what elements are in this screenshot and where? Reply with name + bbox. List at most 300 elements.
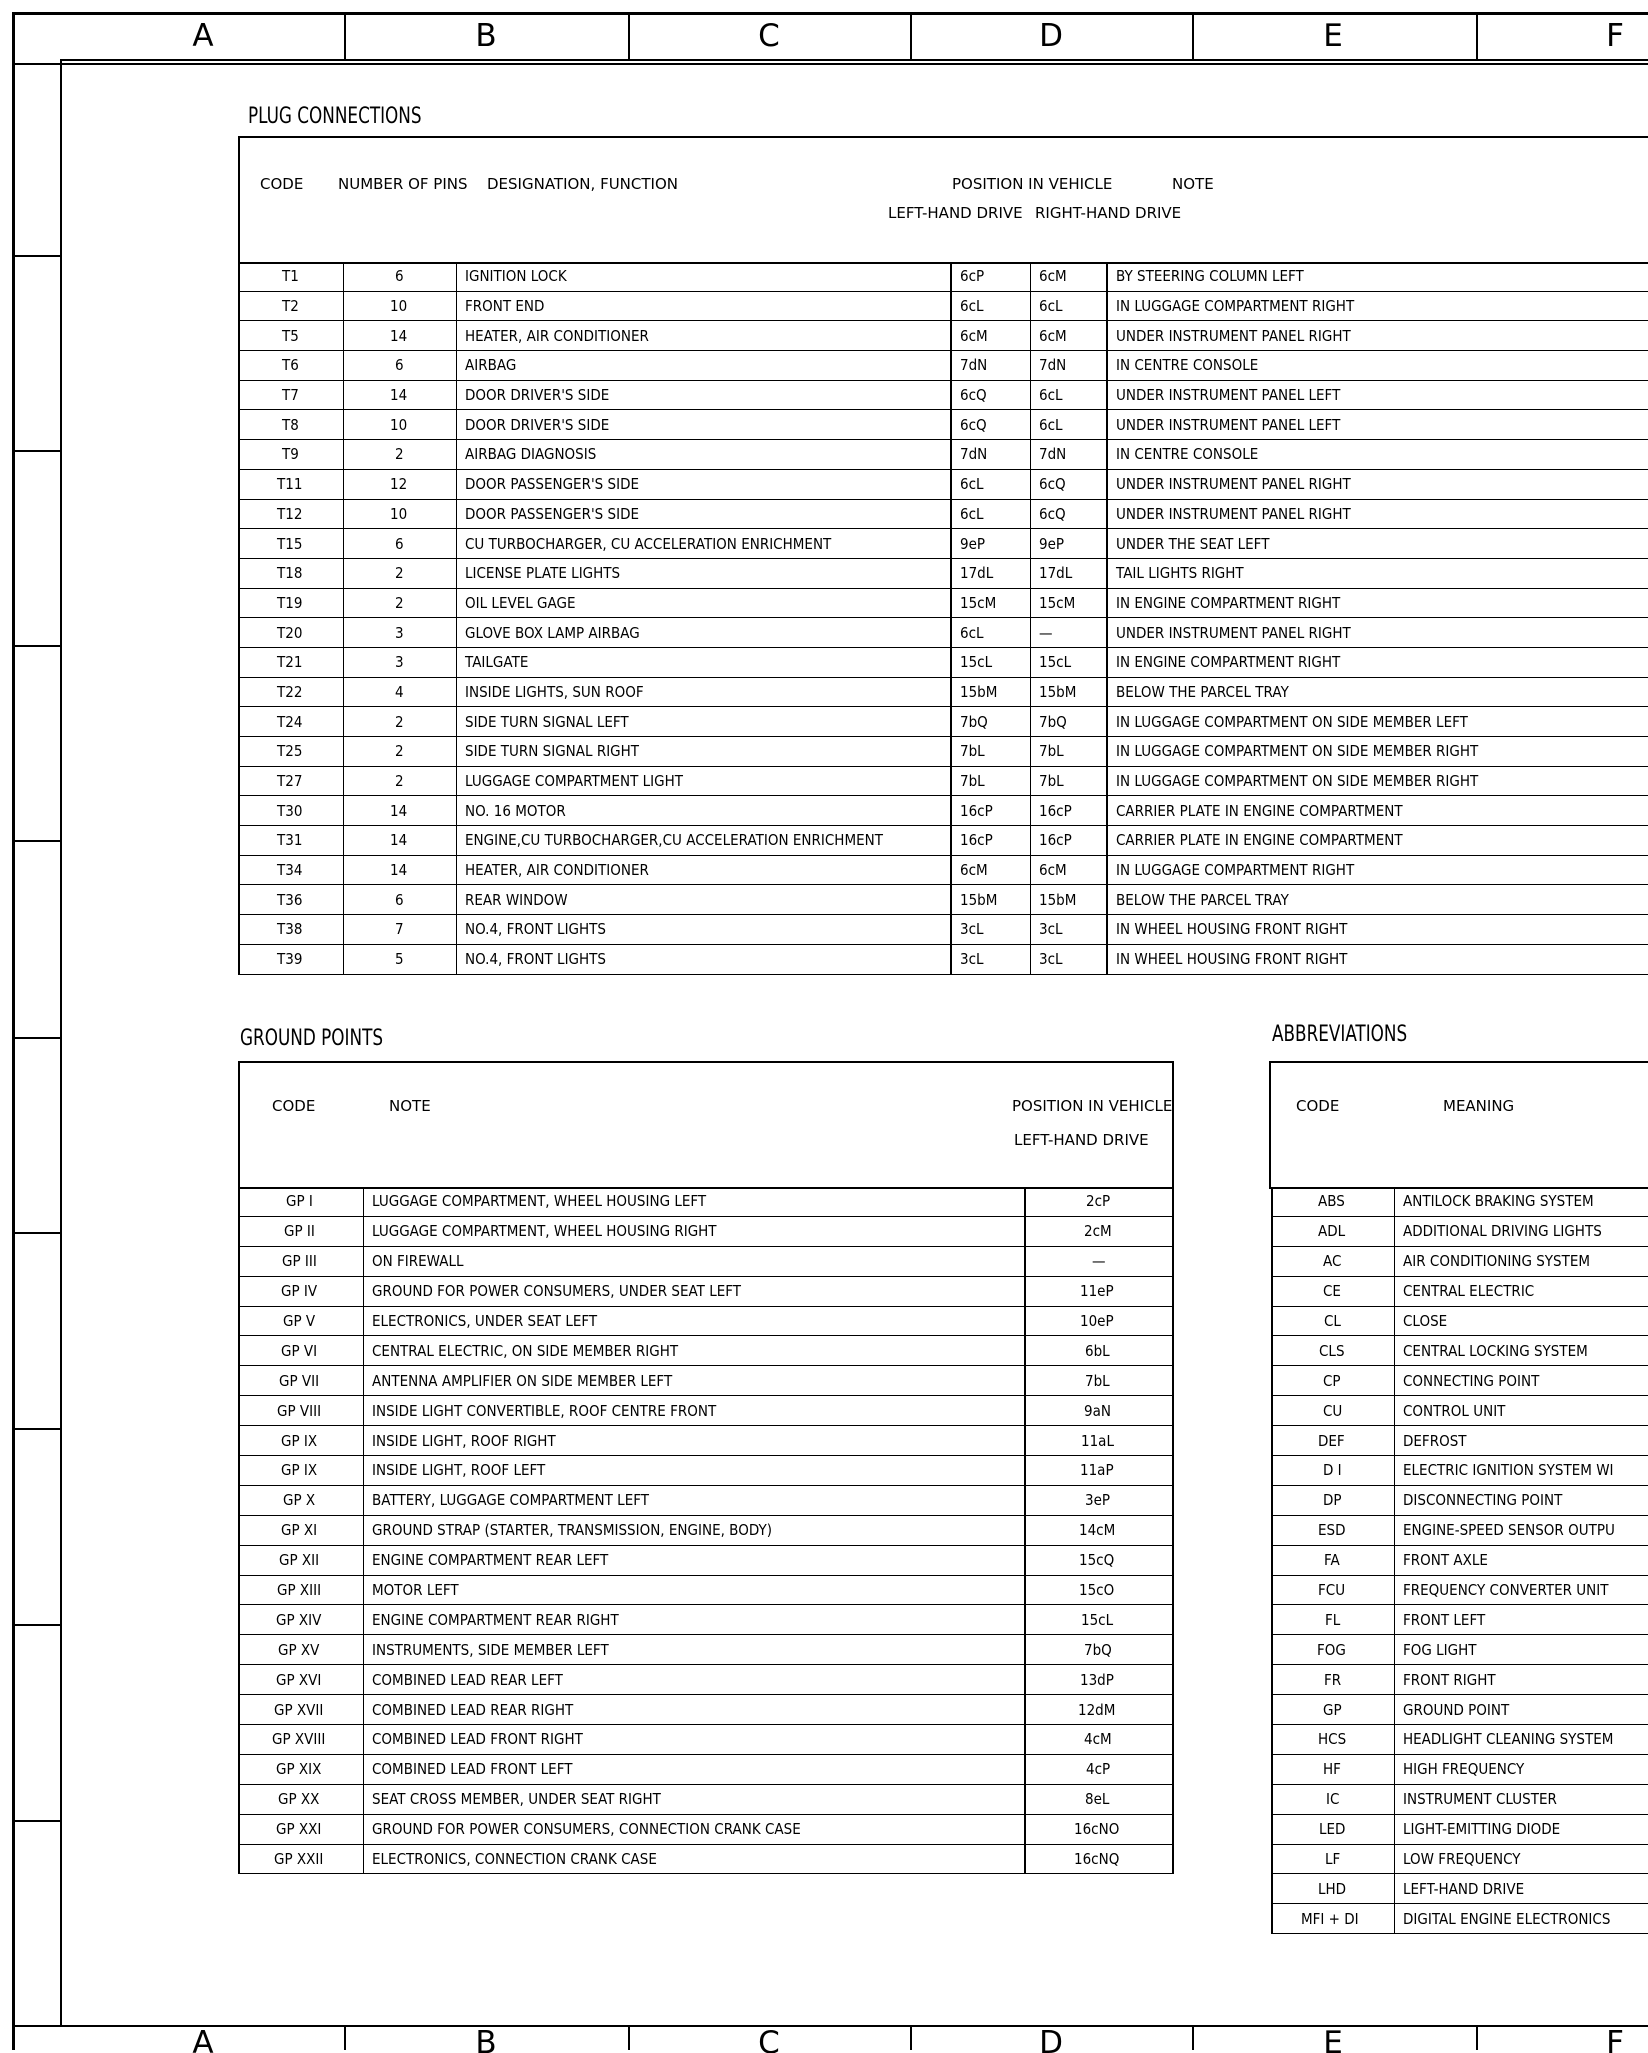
table-row <box>239 1695 1173 1725</box>
plug-lhd-cell-text: 6cL <box>960 475 984 494</box>
plug-note-cell <box>1107 826 1648 856</box>
plug-designation-cell-text: NO.4, FRONT LIGHTS <box>464 920 606 939</box>
ground-note-cell-text: COMBINED LEAD FRONT LEFT <box>371 1760 572 1779</box>
ground-code-cell-text: GP X <box>283 1491 316 1510</box>
plug-lhd-cell-text: 6cL <box>960 623 984 642</box>
ground-lhd-cell-text: 11aL <box>1080 1431 1114 1450</box>
plug-note-cell <box>1107 380 1648 410</box>
plug-designation-cell-text: INSIDE LIGHTS, SUN ROOF <box>464 682 644 701</box>
table-row <box>239 1784 1173 1814</box>
plug-pins-cell-text: 14 <box>389 386 408 405</box>
plug-code-cell <box>239 796 343 826</box>
ground-lhd-cell-text: 16cNO <box>1073 1820 1120 1839</box>
abbr-meaning-cell <box>1394 1784 1648 1814</box>
table-row <box>239 380 1648 410</box>
plug-rhd-cell-text: 7dN <box>1038 445 1066 464</box>
plug-designation-cell-text: HEATER, AIR CONDITIONER <box>464 861 649 880</box>
ground-code-cell-text: GP XVIII <box>271 1730 325 1749</box>
plug-lhd-cell <box>951 499 1030 529</box>
plug-lhd-cell-text: 9eP <box>960 534 986 553</box>
abbreviations-table <box>1271 1187 1648 1934</box>
table-row <box>239 1276 1173 1306</box>
table-row <box>1272 1515 1648 1545</box>
plug-code-cell <box>239 321 343 351</box>
plug-code-cell <box>239 677 343 707</box>
plug-code-cell <box>239 647 343 677</box>
plug-designation-cell <box>456 707 951 737</box>
plug-rhd-cell <box>1030 380 1107 410</box>
column-footer-band <box>14 2025 1648 2052</box>
ground-note-cell-text: ENGINE COMPARTMENT REAR LEFT <box>371 1551 608 1570</box>
row-tick <box>14 450 60 452</box>
plug-pins-cell <box>343 499 456 529</box>
plug-note-cell <box>1107 440 1648 470</box>
table-row <box>239 262 1648 291</box>
plug-rhd-cell-text: 6cM <box>1038 861 1067 880</box>
abbr-meaning-cell-text: FRONT AXLE <box>1402 1551 1488 1570</box>
abbr-code-cell-text: CU <box>1322 1401 1342 1420</box>
abbr-code-cell <box>1272 1426 1394 1456</box>
table-row <box>239 1485 1173 1515</box>
ground-points-table <box>238 1187 1174 1874</box>
row-tick <box>14 1624 60 1626</box>
ground-lhd-cell-text: 7bQ <box>1083 1640 1112 1659</box>
plug-rhd-cell <box>1030 529 1107 559</box>
plug-note-cell-text: IN ENGINE COMPARTMENT RIGHT <box>1116 593 1341 612</box>
ground-lhd-cell <box>1025 1605 1173 1635</box>
plug-pins-cell-text: 3 <box>394 653 404 672</box>
abbr-code-cell <box>1272 1575 1394 1605</box>
plug-designation-cell <box>456 826 951 856</box>
plug-designation-cell-text: AIRBAG <box>464 356 516 375</box>
abbr-meaning-cell-text: CLOSE <box>1402 1312 1447 1330</box>
plug-pins-cell <box>343 440 456 470</box>
abbr-meaning-cell-text: FRONT RIGHT <box>1402 1670 1496 1689</box>
abbr-meaning-cell <box>1394 1635 1648 1665</box>
ground-note-cell-text: GROUND FOR POWER CONSUMERS, UNDER SEAT LEFT <box>371 1282 741 1301</box>
table-row <box>239 796 1648 826</box>
abbr-code-cell <box>1272 1336 1394 1366</box>
plug-code-cell-text: T38 <box>277 920 303 939</box>
abbr-meaning-cell <box>1394 1336 1648 1366</box>
plug-note-cell <box>1107 262 1648 291</box>
table-row <box>1272 1246 1648 1276</box>
table-row <box>239 707 1648 737</box>
ground-code-cell <box>239 1276 363 1306</box>
plug-code-cell <box>239 707 343 737</box>
plug-lhd-cell-text: 6cM <box>960 326 988 345</box>
ground-lhd-cell-text: — <box>1091 1252 1105 1271</box>
abbr-code-cell-text: FL <box>1324 1610 1341 1629</box>
ground-note-cell <box>363 1426 1025 1456</box>
ground-lhd-cell-text: 14cM <box>1078 1521 1116 1540</box>
ground-note-cell-text: INSIDE LIGHT, ROOF LEFT <box>371 1461 545 1480</box>
plug-pins-cell-text: 6 <box>394 534 404 553</box>
ground-note-cell <box>363 1366 1025 1396</box>
ground-lhd-cell-text: 9aN <box>1084 1401 1111 1420</box>
plug-code-cell <box>239 262 343 291</box>
plug-header-designation: DESIGNATION, FUNCTION <box>487 175 678 193</box>
plug-lhd-cell <box>951 737 1030 767</box>
ground-note-cell <box>363 1485 1025 1515</box>
plug-code-cell <box>239 855 343 885</box>
abbr-meaning-cell-text: FREQUENCY CONVERTER UNIT <box>1402 1581 1609 1600</box>
plug-lhd-cell-text: 7dN <box>960 445 988 464</box>
plug-note-cell <box>1107 351 1648 381</box>
abbr-code-cell <box>1272 1545 1394 1575</box>
plug-pins-cell <box>343 410 456 440</box>
plug-designation-cell <box>456 677 951 707</box>
abbr-code-cell-text: FCU <box>1318 1581 1346 1600</box>
plug-designation-cell-text: AIRBAG DIAGNOSIS <box>464 445 596 464</box>
abbr-code-cell <box>1272 1276 1394 1306</box>
plug-note-cell-text: IN CENTRE CONSOLE <box>1116 445 1259 464</box>
abbr-code-cell-text: MFI + DI <box>1301 1909 1359 1928</box>
table-row <box>239 677 1648 707</box>
abbr-code-cell <box>1272 1396 1394 1426</box>
ground-code-cell-text: GP I <box>286 1192 314 1211</box>
plug-note-cell <box>1107 469 1648 499</box>
column-label-a: A <box>192 18 214 54</box>
ground-note-cell-text: ANTENNA AMPLIFIER ON SIDE MEMBER LEFT <box>371 1371 672 1390</box>
plug-code-cell-text: T6 <box>281 356 299 375</box>
ground-note-cell <box>363 1545 1025 1575</box>
ground-header-position: POSITION IN VEHICLE <box>1012 1097 1173 1115</box>
plug-pins-cell-text: 10 <box>389 297 408 316</box>
table-row <box>239 1665 1173 1695</box>
abbr-meaning-cell-text: ADDITIONAL DRIVING LIGHTS <box>1402 1222 1602 1241</box>
column-label-e: E <box>1323 18 1343 54</box>
abbr-meaning-cell-text: DISCONNECTING POINT <box>1402 1491 1562 1510</box>
plug-note-cell-text: BELOW THE PARCEL TRAY <box>1116 890 1289 909</box>
plug-pins-cell-text: 6 <box>394 267 404 286</box>
column-label-c-bottom: C <box>758 2028 780 2053</box>
abbr-meaning-cell <box>1394 1754 1648 1784</box>
plug-designation-cell-text: LICENSE PLATE LIGHTS <box>464 564 620 583</box>
abbr-meaning-cell <box>1394 1276 1648 1306</box>
ground-code-cell-text: GP XVI <box>276 1670 322 1689</box>
ground-code-cell-text: GP XII <box>278 1551 320 1570</box>
plug-rhd-cell <box>1030 944 1107 974</box>
column-separator <box>344 2025 346 2050</box>
row-tick <box>14 1232 60 1234</box>
plug-lhd-cell <box>951 262 1030 291</box>
table-row <box>1272 1545 1648 1575</box>
plug-designation-cell <box>456 796 951 826</box>
plug-rhd-cell-text: 15bM <box>1038 890 1076 909</box>
abbr-meaning-cell <box>1394 1814 1648 1844</box>
abbr-code-cell-text: CP <box>1323 1371 1342 1390</box>
plug-rhd-cell-text: 7bL <box>1038 742 1064 761</box>
plug-header-box <box>238 136 1648 264</box>
ground-lhd-cell <box>1025 1366 1173 1396</box>
plug-designation-cell <box>456 766 951 796</box>
ground-code-cell-text: GP IX <box>281 1431 318 1450</box>
ground-code-cell-text: GP IX <box>281 1461 318 1480</box>
plug-code-cell-text: T24 <box>277 712 303 731</box>
ground-note-cell-text: COMBINED LEAD REAR LEFT <box>371 1670 563 1689</box>
plug-lhd-cell-text: 6cQ <box>960 386 987 405</box>
plug-note-cell-text: IN LUGGAGE COMPARTMENT RIGHT <box>1116 861 1355 880</box>
plug-lhd-cell <box>951 677 1030 707</box>
ground-lhd-cell-text: 12dM <box>1078 1700 1116 1719</box>
ground-lhd-cell-text: 16cNQ <box>1073 1850 1120 1869</box>
column-separator <box>628 2025 630 2050</box>
plug-designation-cell <box>456 440 951 470</box>
ground-lhd-cell <box>1025 1725 1173 1755</box>
ground-lhd-cell-text: 4cP <box>1085 1760 1110 1779</box>
ground-code-cell <box>239 1725 363 1755</box>
column-separator <box>1192 2025 1194 2050</box>
plug-pins-cell <box>343 469 456 499</box>
table-row <box>239 1754 1173 1784</box>
ground-lhd-cell <box>1025 1396 1173 1426</box>
abbr-meaning-cell-text: GROUND POINT <box>1402 1700 1509 1719</box>
column-separator <box>1192 12 1194 60</box>
abbr-code-cell <box>1272 1784 1394 1814</box>
ground-code-cell <box>239 1336 363 1366</box>
plug-designation-cell-text: FRONT END <box>464 297 544 316</box>
plug-designation-cell-text: OIL LEVEL GAGE <box>464 593 576 612</box>
ground-note-cell <box>363 1456 1025 1486</box>
ground-note-cell <box>363 1844 1025 1874</box>
plug-code-cell-text: T2 <box>281 297 299 316</box>
ground-lhd-cell <box>1025 1426 1173 1456</box>
plug-header-pins: NUMBER OF PINS <box>338 175 468 193</box>
plug-rhd-cell <box>1030 647 1107 677</box>
ground-note-cell-text: GROUND STRAP (STARTER, TRANSMISSION, ENGINE, BODY) <box>371 1521 772 1540</box>
plug-designation-cell <box>456 321 951 351</box>
ground-lhd-cell-text: 4cM <box>1083 1730 1112 1749</box>
ground-note-cell-text: BATTERY, LUGGAGE COMPARTMENT LEFT <box>371 1491 649 1510</box>
plug-designation-cell <box>456 529 951 559</box>
abbr-code-cell <box>1272 1216 1394 1246</box>
inner-top-border <box>60 59 1648 61</box>
ground-lhd-cell <box>1025 1575 1173 1605</box>
abbr-code-cell <box>1272 1635 1394 1665</box>
abbr-meaning-cell <box>1394 1396 1648 1426</box>
row-tick <box>14 1428 60 1430</box>
table-row <box>239 291 1648 321</box>
plug-designation-cell <box>456 618 951 648</box>
column-label-f: F <box>1606 18 1624 54</box>
ground-note-cell <box>363 1814 1025 1844</box>
table-row <box>1272 1485 1648 1515</box>
plug-rhd-cell <box>1030 351 1107 381</box>
plug-code-cell-text: T36 <box>277 890 303 909</box>
ground-note-cell-text: CENTRAL ELECTRIC, ON SIDE MEMBER RIGHT <box>371 1341 678 1360</box>
plug-note-cell-text: UNDER INSTRUMENT PANEL LEFT <box>1116 386 1341 405</box>
plug-designation-cell-text: REAR WINDOW <box>464 890 568 909</box>
plug-pins-cell-text: 14 <box>389 801 408 820</box>
plug-note-cell-text: IN LUGGAGE COMPARTMENT ON SIDE MEMBER RIGHT <box>1116 772 1479 791</box>
plug-pins-cell <box>343 677 456 707</box>
plug-lhd-cell <box>951 588 1030 618</box>
plug-note-cell <box>1107 499 1648 529</box>
ground-lhd-cell <box>1025 1665 1173 1695</box>
table-row <box>239 1336 1173 1366</box>
table-row <box>1272 1396 1648 1426</box>
ground-lhd-cell <box>1025 1754 1173 1784</box>
plug-note-cell <box>1107 915 1648 945</box>
plug-rhd-cell-text: 9eP <box>1038 534 1064 553</box>
plug-designation-cell-text: TAILGATE <box>464 653 528 672</box>
plug-designation-cell-text: ENGINE,CU TURBOCHARGER,CU ACCELERATION ENRICHMENT <box>464 831 883 850</box>
abbr-code-cell <box>1272 1665 1394 1695</box>
table-row <box>1272 1336 1648 1366</box>
abbr-code-cell <box>1272 1814 1394 1844</box>
plug-rhd-cell <box>1030 291 1107 321</box>
abbr-code-cell <box>1272 1515 1394 1545</box>
plug-code-cell <box>239 826 343 856</box>
ground-code-cell-text: GP XXII <box>273 1850 324 1869</box>
table-row <box>1272 1665 1648 1695</box>
plug-note-cell-text: UNDER INSTRUMENT PANEL RIGHT <box>1116 623 1351 642</box>
plug-code-cell-text: T27 <box>277 772 303 791</box>
plug-code-cell-text: T21 <box>277 653 303 672</box>
ground-code-cell <box>239 1695 363 1725</box>
ground-lhd-cell-text: 15cL <box>1081 1610 1114 1629</box>
column-label-d-bottom: D <box>1039 2028 1063 2053</box>
ground-lhd-cell <box>1025 1246 1173 1276</box>
abbr-meaning-cell <box>1394 1456 1648 1486</box>
plug-code-cell <box>239 469 343 499</box>
plug-lhd-cell <box>951 529 1030 559</box>
plug-pins-cell <box>343 262 456 291</box>
ground-code-cell <box>239 1187 363 1216</box>
abbr-meaning-cell-text: CENTRAL LOCKING SYSTEM <box>1402 1341 1588 1360</box>
plug-rhd-cell-text: 3cL <box>1038 920 1063 939</box>
table-row <box>239 1545 1173 1575</box>
row-tick <box>14 840 60 842</box>
ground-lhd-cell-text: 15cQ <box>1079 1551 1115 1570</box>
plug-lhd-cell <box>951 647 1030 677</box>
plug-note-cell-text: CARRIER PLATE IN ENGINE COMPARTMENT <box>1116 831 1403 850</box>
plug-pins-cell <box>343 321 456 351</box>
abbr-code-cell-text: AC <box>1323 1252 1342 1271</box>
plug-designation-cell <box>456 351 951 381</box>
abbr-code-cell-text: HF <box>1323 1760 1342 1779</box>
row-tick <box>14 1037 60 1039</box>
table-row <box>1272 1575 1648 1605</box>
plug-pins-cell-text: 10 <box>389 415 408 434</box>
table-row <box>239 915 1648 945</box>
abbr-meaning-cell-text: LOW FREQUENCY <box>1402 1850 1521 1869</box>
table-row <box>239 351 1648 381</box>
ground-code-cell <box>239 1635 363 1665</box>
plug-pins-cell <box>343 707 456 737</box>
table-row <box>239 558 1648 588</box>
plug-note-cell <box>1107 291 1648 321</box>
abbr-header-code: CODE <box>1296 1097 1340 1115</box>
abbr-meaning-cell <box>1394 1695 1648 1725</box>
plug-pins-cell-text: 2 <box>394 445 404 464</box>
ground-note-cell-text: GROUND FOR POWER CONSUMERS, CONNECTION CRANK CASE <box>371 1820 801 1839</box>
abbr-meaning-cell-text: HEADLIGHT CLEANING SYSTEM <box>1402 1730 1613 1749</box>
ground-note-cell <box>363 1216 1025 1246</box>
plug-note-cell-text: UNDER INSTRUMENT PANEL LEFT <box>1116 415 1341 434</box>
plug-pins-cell-text: 4 <box>394 682 404 701</box>
abbr-meaning-cell-text: HIGH FREQUENCY <box>1402 1760 1524 1779</box>
plug-designation-cell-text: DOOR DRIVER'S SIDE <box>464 386 609 405</box>
plug-code-cell <box>239 915 343 945</box>
ground-note-cell <box>363 1396 1025 1426</box>
plug-rhd-cell-text: 16cP <box>1038 801 1072 820</box>
plug-rhd-cell-text: 15bM <box>1038 682 1076 701</box>
abbr-meaning-cell <box>1394 1725 1648 1755</box>
ground-note-cell-text: LUGGAGE COMPARTMENT, WHEEL HOUSING LEFT <box>371 1192 706 1211</box>
column-label-e-bottom: E <box>1323 2028 1343 2053</box>
plug-code-cell <box>239 291 343 321</box>
table-row <box>239 1246 1173 1276</box>
plug-note-cell <box>1107 766 1648 796</box>
plug-lhd-cell-text: 16cP <box>960 801 993 820</box>
ground-lhd-cell-text: 7bL <box>1085 1371 1110 1390</box>
ground-note-cell-text: SEAT CROSS MEMBER, UNDER SEAT RIGHT <box>371 1790 661 1809</box>
plug-designation-cell-text: IGNITION LOCK <box>464 267 567 286</box>
plug-rhd-cell <box>1030 588 1107 618</box>
ground-lhd-cell-text: 6bL <box>1085 1341 1110 1360</box>
abbr-code-cell <box>1272 1844 1394 1874</box>
table-row <box>1272 1725 1648 1755</box>
abbr-code-cell <box>1272 1187 1394 1216</box>
table-row <box>1272 1784 1648 1814</box>
ground-code-cell-text: GP VII <box>278 1371 320 1390</box>
column-label-f-bottom: F <box>1606 2028 1624 2053</box>
abbr-meaning-cell <box>1394 1844 1648 1874</box>
plug-note-cell <box>1107 558 1648 588</box>
plug-lhd-cell-text: 17dL <box>960 564 994 583</box>
abbr-code-cell-text: D I <box>1322 1461 1342 1480</box>
column-header-band <box>14 12 1648 65</box>
plug-lhd-cell-text: 7dN <box>960 356 988 375</box>
abbr-meaning-cell <box>1394 1366 1648 1396</box>
plug-designation-cell-text: DOOR DRIVER'S SIDE <box>464 415 609 434</box>
plug-code-cell <box>239 351 343 381</box>
plug-code-cell <box>239 440 343 470</box>
ground-lhd-cell-text: 10eP <box>1080 1312 1114 1330</box>
table-row <box>239 1515 1173 1545</box>
plug-code-cell-text: T9 <box>281 445 299 464</box>
plug-lhd-cell <box>951 944 1030 974</box>
ground-code-cell-text: GP XX <box>278 1790 320 1809</box>
plug-note-cell-text: TAIL LIGHTS RIGHT <box>1116 564 1244 583</box>
plug-designation-cell <box>456 588 951 618</box>
plug-rhd-cell-text: — <box>1038 623 1052 642</box>
abbr-code-cell-text: LF <box>1324 1850 1341 1869</box>
plug-code-cell <box>239 558 343 588</box>
row-tick <box>14 645 60 647</box>
ground-header-lhd: LEFT-HAND DRIVE <box>1014 1131 1149 1149</box>
plug-lhd-cell <box>951 321 1030 351</box>
plug-rhd-cell <box>1030 558 1107 588</box>
abbr-header-meaning: MEANING <box>1443 1097 1515 1115</box>
table-row <box>239 1725 1173 1755</box>
table-row <box>1272 1635 1648 1665</box>
frame-inner-border <box>60 60 62 2026</box>
plug-rhd-cell <box>1030 410 1107 440</box>
plug-code-cell <box>239 499 343 529</box>
abbr-meaning-cell <box>1394 1874 1648 1904</box>
plug-code-cell-text: T18 <box>277 564 303 583</box>
plug-pins-cell <box>343 558 456 588</box>
plug-lhd-cell <box>951 410 1030 440</box>
ground-code-cell <box>239 1426 363 1456</box>
plug-rhd-cell-text: 6cQ <box>1038 475 1066 494</box>
column-label-b: B <box>475 18 497 54</box>
plug-pins-cell <box>343 766 456 796</box>
table-row <box>239 944 1648 974</box>
